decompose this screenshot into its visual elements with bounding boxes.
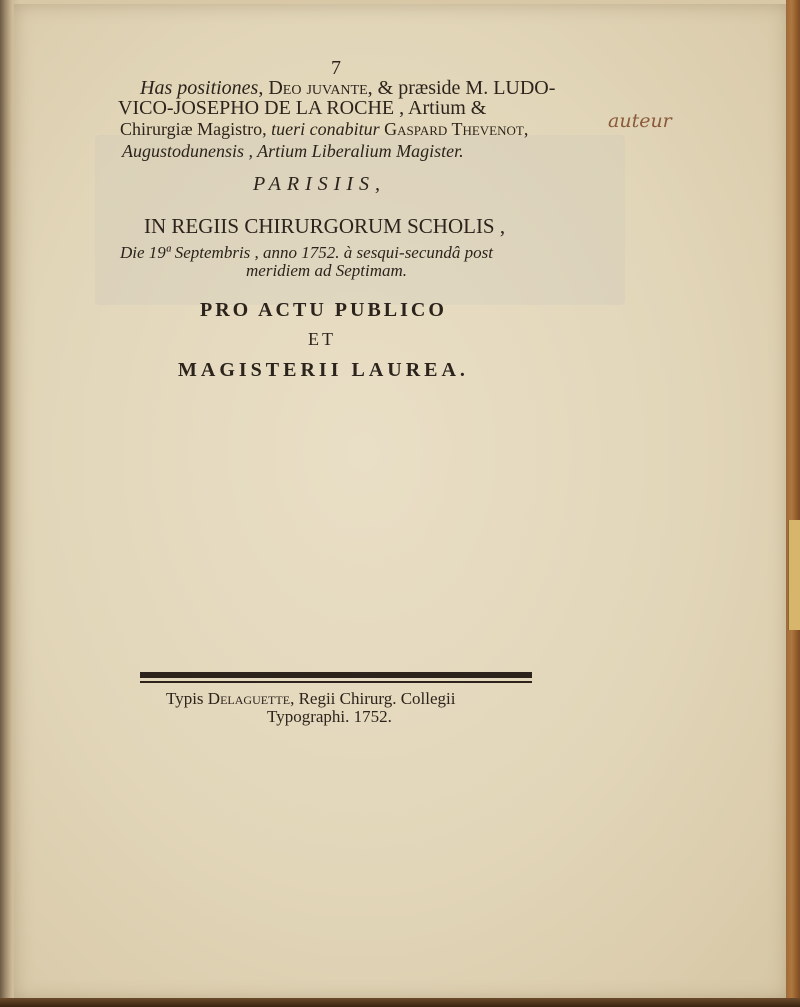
conjunction-et: ET [308, 329, 336, 349]
act-title: PRO ACTU PUBLICO [200, 299, 447, 321]
handwritten-note: auteur [608, 110, 672, 132]
text-line-3 [120, 120, 528, 138]
book-bottom-edge [0, 998, 800, 1007]
page-number: 7 [331, 57, 341, 79]
line3-end: , [523, 119, 529, 139]
date-line: Die 19ª Septembris , anno 1752. à sesqui-secundâ post [120, 243, 493, 262]
printer-name: Delaguette [207, 689, 291, 708]
printer-line1-roman: Typis [166, 689, 208, 708]
venue-heading: IN REGIIS CHIRURGORUM SCHOLIS , [144, 214, 506, 238]
city-heading: PARISIIS, [253, 173, 387, 195]
line1-rest: , & præside M. LUDO- [367, 77, 556, 99]
line1-smallcaps: Deo juvante [268, 77, 368, 99]
printer-line1-rest: , Regii Chirurg. Collegii [290, 689, 456, 708]
text-line-4: Augustodunensis , Artium Liberalium Magister. [122, 141, 464, 161]
book-spine-edge [786, 0, 800, 1007]
line1-comma: , [258, 77, 269, 99]
text-line-1 [140, 78, 555, 98]
printer-line-1 [166, 690, 456, 707]
printer-rule-thick [140, 672, 532, 678]
line1-italic: Has positiones [140, 77, 259, 99]
time-line: meridiem ad Septimam. [246, 261, 408, 280]
page-tab-marker [788, 520, 800, 630]
line3-smallcaps: Gaspard Thevenot [384, 119, 524, 139]
text-line-2: VICO-JOSEPHO DE LA ROCHE , Artium & [118, 97, 487, 119]
printer-line-2: Typographi. 1752. [267, 707, 392, 726]
line3-roman: Chirurgiæ Magistro, [120, 119, 272, 139]
laurea-heading: MAGISTERII LAUREA. [178, 359, 469, 381]
printer-rule-thin [140, 681, 532, 683]
line3-italic: tueri conabitur [271, 119, 385, 139]
